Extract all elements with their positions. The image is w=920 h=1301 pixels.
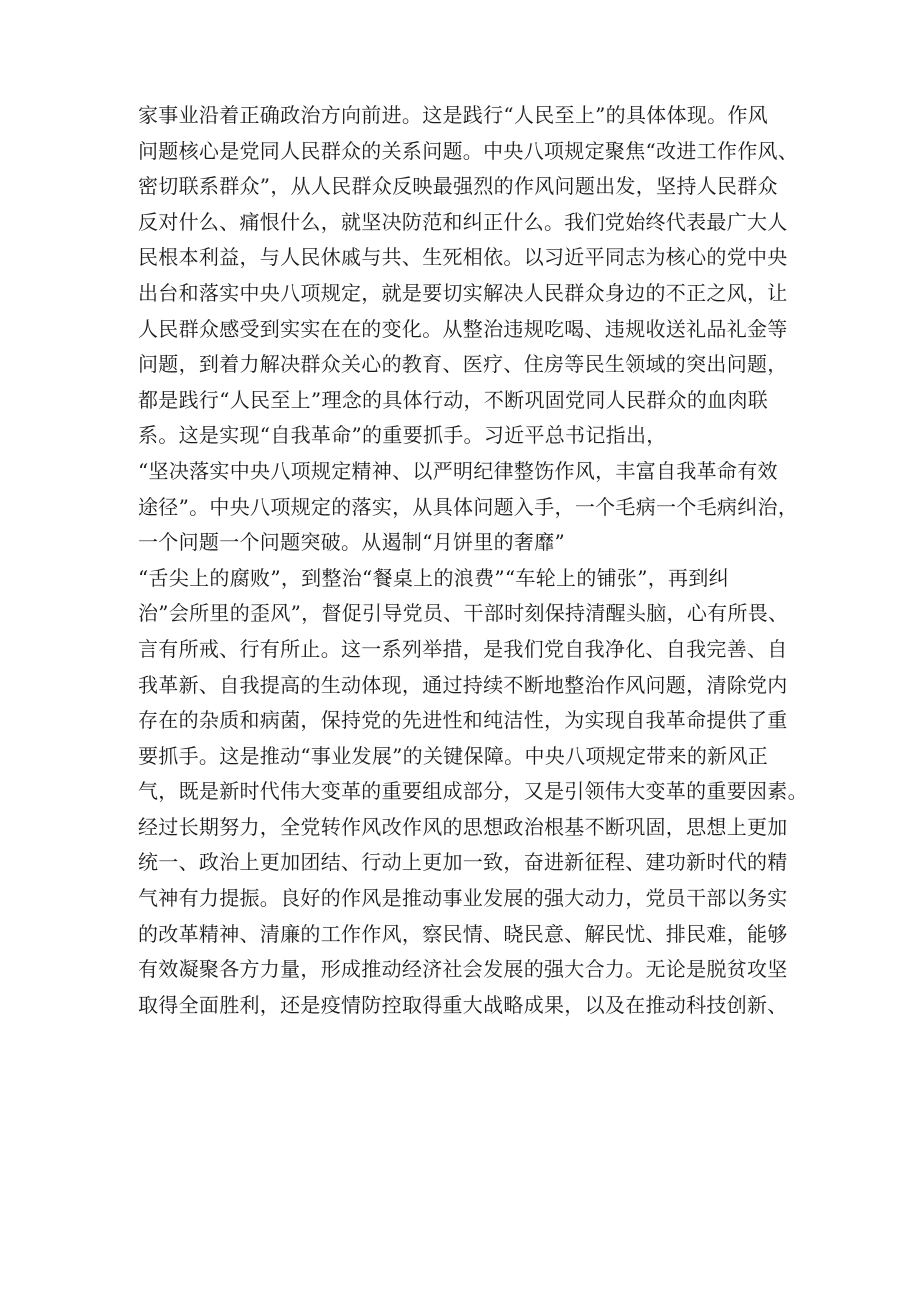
text-line: 取得全面胜利，还是疫情防控取得重大战略成果，以及在推动科技创新、 (138, 992, 788, 1017)
text-line: 人民群众感受到实实在在的变化。从整治违规吃喝、违规收送礼品礼金等 (138, 316, 788, 341)
text-line: 反对什么、痛恨什么，就坚决防范和纠正什么。我们党始终代表最广大人 (138, 209, 788, 234)
text-line: “舌尖上的腐败”，到整治“餐桌上的浪费”“车轮上的铺张”，再到纠 (138, 565, 729, 590)
text-line: 要抓手。这是推动“事业发展”的关键保障。中央八项规定带来的新风正 (138, 743, 769, 768)
text-line: 家事业沿着正确政治方向前进。这是践行“人民至上”的具体体现。作风 (138, 103, 769, 127)
text-line: 都是践行“人民至上”理念的具体行动，不断巩固党同人民群众的血肉联 (138, 387, 769, 412)
body-text (138, 98, 808, 1023)
text-line: “坚决落实中央八项规定精神、以严明纪律整饬作风，丰富自我革命有效 (138, 458, 778, 483)
text-line: 治”会所里的歪风”，督促引导党员、干部时刻保持清醒头脑，心有所畏、 (138, 601, 789, 626)
text-line: 途径”。中央八项规定的落实，从具体问题入手，一个毛病一个毛病纠治， (138, 494, 799, 519)
text-line: 问题，到着力解决群众关心的教育、医疗、住房等民生领域的突出问题， (138, 352, 788, 377)
text-line: 密切联系群众”，从人民群众反映最强烈的作风问题出发，坚持人民群众 (138, 174, 778, 199)
text-line: 言有所戒、行有所止。这一系列举措，是我们党自我净化、自我完善、自 (138, 636, 788, 661)
text-line: 问题核心是党同人民群众的关系问题。中央八项规定聚焦“改进工作作风、 (138, 138, 799, 163)
text-line: 我革新、自我提高的生动体现，通过持续不断地整治作风问题，清除党内 (138, 672, 788, 697)
text-line: 系。这是实现“自我革命”的重要抓手。习近平总书记指出， (138, 423, 667, 448)
text-line: 气神有力提振。良好的作风是推动事业发展的强大动力，党员干部以务实 (138, 886, 788, 911)
text-line: 统一、政治上更加团结、行动上更加一致，奋进新征程、建功新时代的精 (138, 850, 788, 875)
text-line: 民根本利益，与人民休戚与共、生死相依。以习近平同志为核心的党中央 (138, 245, 788, 270)
text-line: 存在的杂质和病菌，保持党的先进性和纯洁性，为实现自我革命提供了重 (138, 708, 788, 733)
text-line: 有效凝聚各方力量，形成推动经济社会发展的强大合力。无论是脱贫攻坚 (138, 957, 788, 982)
text-line: 经过长期努力，全党转作风改作风的思想政治根基不断巩固，思想上更加 (138, 814, 788, 839)
text-line: 气，既是新时代伟大变革的重要组成部分，又是引领伟大变革的重要因素。 (138, 779, 808, 804)
text-line: 的改革精神、清廉的工作作风，察民情、晓民意、解民忧、排民难，能够 (138, 921, 788, 946)
text-line: 一个问题一个问题突破。从遏制“月饼里的奢靡” (138, 530, 566, 555)
text-line: 出台和落实中央八项规定，就是要切实解决人民群众身边的不正之风，让 (138, 280, 788, 305)
